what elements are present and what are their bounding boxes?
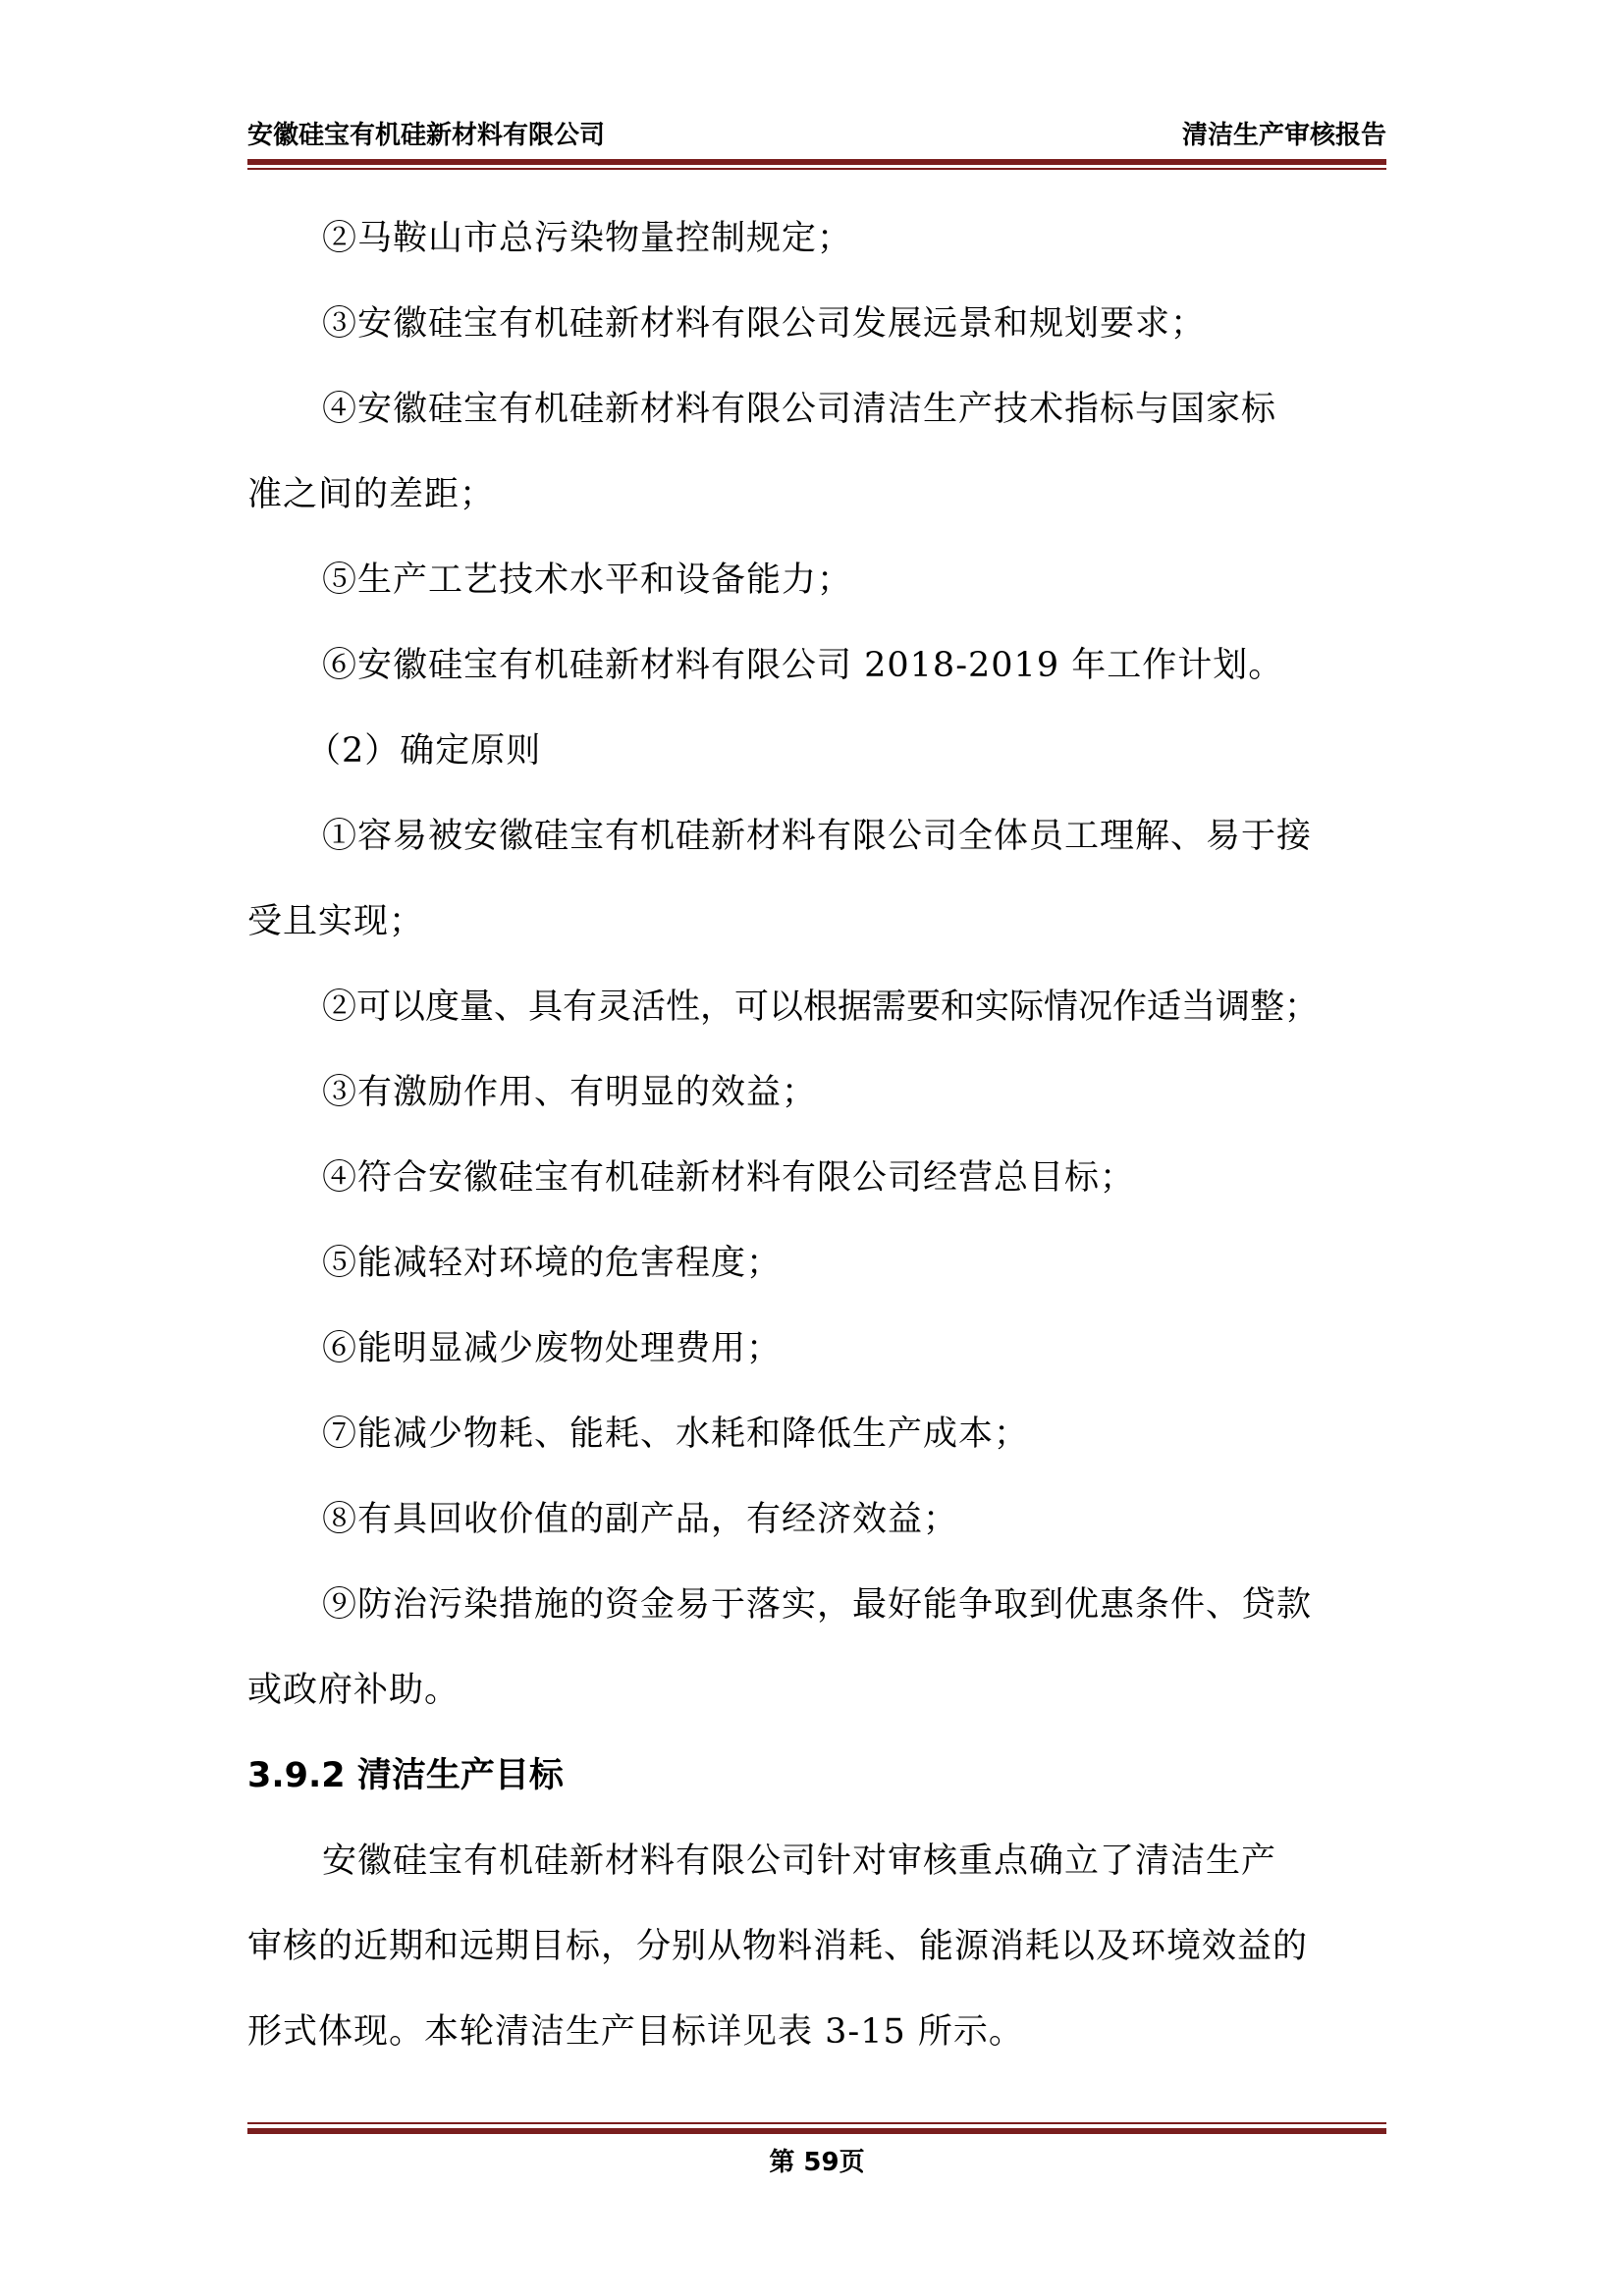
paragraph: ④安徽硅宝有机硅新材料有限公司清洁生产技术指标与国家标 [322,390,1277,429]
paragraph: ⑥安徽硅宝有机硅新材料有限公司 2018-2019 年工作计划。 [322,646,1284,685]
footer-rule-thick [247,2128,1386,2134]
section-heading: 3.9.2 清洁生产目标 [247,1756,564,1795]
page-header [247,116,1386,155]
paragraph: ①容易被安徽硅宝有机硅新材料有限公司全体员工理解、易于接 [322,817,1313,856]
header-company: 安徽硅宝有机硅新材料有限公司 [247,121,606,150]
footer-rule-thin [247,2122,1386,2124]
header-rule-thin [247,168,1386,170]
paragraph: ③安徽硅宝有机硅新材料有限公司发展远景和规划要求； [322,304,1207,344]
page-number: 第 59页 [769,2148,865,2177]
paragraph: ⑥能明显减少废物处理费用； [322,1329,783,1368]
paragraph: ⑦能减少物耗、能耗、水耗和降低生产成本； [322,1415,1030,1454]
subheading: （2）确定原则 [306,731,542,771]
header-report-title: 清洁生产审核报告 [1181,121,1386,150]
paragraph: ②马鞍山市总污染物量控制规定； [322,219,853,258]
paragraph: ③有激励作用、有明显的效益； [322,1073,818,1112]
paragraph: ⑧有具回收价值的副产品，有经济效益； [322,1500,959,1539]
paragraph-continuation: 审核的近期和远期目标，分别从物料消耗、能源消耗以及环境效益的 [247,1927,1309,1966]
paragraph-continuation: 或政府补助。 [247,1671,460,1710]
paragraph: ⑨防治污染措施的资金易于落实，最好能争取到优惠条件、贷款 [322,1585,1313,1625]
paragraph-continuation: 受且实现； [247,902,425,941]
paragraph: ②可以度量、具有灵活性，可以根据需要和实际情况作适当调整； [322,988,1320,1027]
header-rule-thick [247,159,1386,165]
paragraph: ⑤生产工艺技术水平和设备能力； [322,561,853,600]
paragraph: 安徽硅宝有机硅新材料有限公司针对审核重点确立了清洁生产 [322,1842,1277,1881]
page-body [247,196,1386,2075]
paragraph-continuation: 准之间的差距； [247,475,496,514]
paragraph: ⑤能减轻对环境的危害程度； [322,1244,783,1283]
paragraph: ④符合安徽硅宝有机硅新材料有限公司经营总目标； [322,1158,1136,1198]
paragraph-continuation: 形式体现。本轮清洁生产目标详见表 3-15 所示。 [247,2012,1024,2052]
